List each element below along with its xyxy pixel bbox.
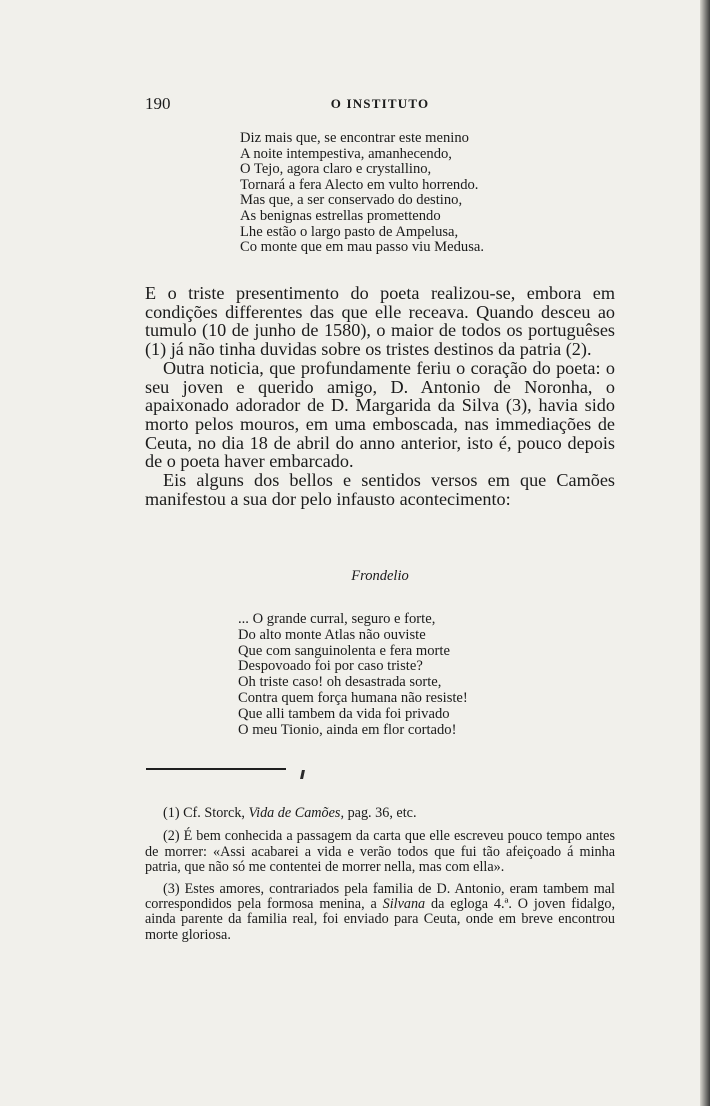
paragraph: Eis alguns dos bellos e sentidos versos em que Camões manifestou a sua dor pelo infausto acontecimento: [145, 470, 615, 509]
footnote-1 [145, 806, 615, 821]
footnote-2: (2) É bem conhecida a passagem da carta que elle escreveu pouco tempo antes de morrer: «Assi acabarei a vida e verão todos que fui tão afeiçoado á minha patria, que não só me contentei de morrer nella, mas com ella». [145, 828, 615, 876]
running-title: O INSTITUTO [330, 96, 430, 111]
verse-line: Co monte que em mau passo viu Medusa. [240, 239, 485, 256]
verse-line: O meu Tionio, ainda em flor cortado! [238, 721, 457, 738]
poem-title: Frondelio [351, 568, 409, 584]
footnotes [145, 806, 615, 949]
verse-line: Do alto monte Atlas não ouviste [238, 626, 426, 643]
footnote-text: (3) Estes amores, contrariados pela familia de D. Antonio, eram tambem mal correspondidos pela formosa menina, a [145, 880, 615, 913]
page-edge-shadow [700, 0, 710, 1106]
footnote-text: (1) Cf. Storck, [163, 805, 249, 821]
footnote-3 [145, 882, 615, 944]
body-text [145, 284, 615, 508]
footnote-italic-title: Silvana [382, 896, 426, 913]
verse-line: Que com sanguinolenta e fera morte [238, 642, 450, 659]
verse-block-1 [240, 131, 540, 256]
verse-line: Que alli tambem da vida foi privado [238, 705, 450, 722]
footnote-rule [146, 768, 286, 770]
verse-line: Contra quem força humana não resiste! [238, 689, 468, 706]
footnote-text: da egloga 4.ª. O joven fidalgo, ainda parente da familia real, foi enviado para Ceuta, onde em breve encontrou morte gloriosa. [145, 896, 615, 943]
verse-block-2 [238, 612, 528, 738]
verse-line: ... O grande curral, seguro e forte, [238, 611, 436, 627]
verse-line: Oh triste caso! oh desastrada sorte, [238, 674, 442, 691]
verse-line: Mas que, a ser conservado do destino, [240, 192, 463, 209]
verse-line: Tornará a fera Alecto em vulto horrendo. [240, 176, 479, 193]
verse-line: Diz mais que, se encontrar este menino [240, 130, 469, 146]
verse-line: As benignas estrellas promettendo [240, 207, 441, 224]
page-header [145, 94, 615, 114]
paragraph: Outra noticia, que profundamente feriu o coração do poeta: o seu joven e querido amigo, D. Antonio de Noronha, o apaixonado adorador de D. Margarida da Silva (3), havia sido morto pelos mouros, em uma emboscada, nas immediações de Ceuta, no dia 18 de abril do anno anterior, isto é, pouco depois de o poeta haver embarcado. [145, 357, 615, 472]
verse-line: O Tejo, agora claro e crystallino, [240, 161, 432, 178]
verse-line: Despovoado foi por caso triste? [238, 658, 423, 675]
verse-line: A noite intempestiva, amanhecendo, [240, 145, 452, 162]
verse-line: Lhe estão o largo pasto de Ampelusa, [240, 223, 459, 240]
paragraph: E o triste presentimento do poeta realizou-se, embora em condições differentes das que elle receava. Quando desceu ao tumulo (10 de junho de 1580), o maior de todos os portuguêses (1) já não tinha duvidas sobre os tristes destinos da patria (2). [145, 283, 615, 360]
footnote-italic-title: Vida de Camões, [248, 805, 345, 821]
ink-mark [300, 770, 305, 779]
footnote-text: pag. 36, etc. [344, 805, 417, 821]
page-number: 190 [145, 94, 171, 113]
